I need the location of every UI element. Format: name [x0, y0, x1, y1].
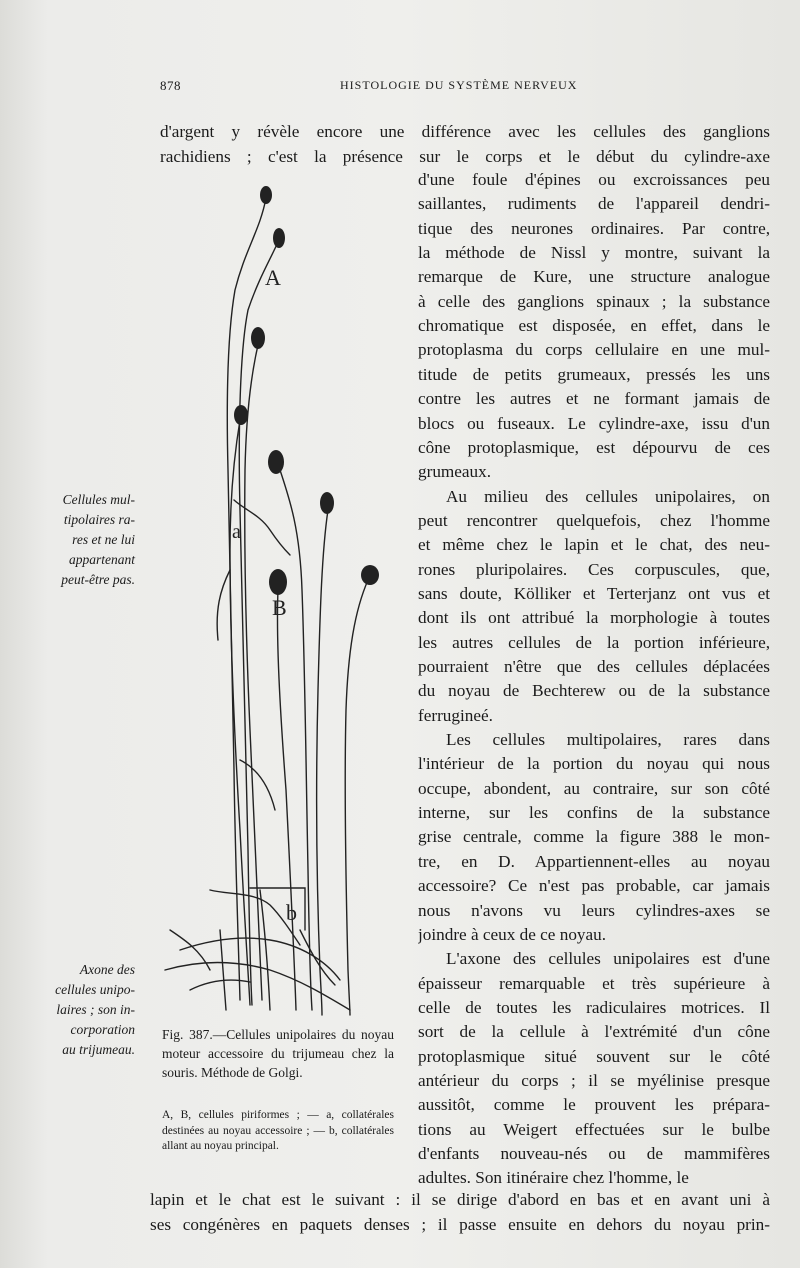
collateral-line [190, 980, 250, 990]
text-line: cône protoplasmique, est dépourvu de ces [418, 437, 770, 457]
text-line: d'argent y révèle encore une différence avec les cellules des ganglions [160, 122, 770, 141]
figure-caption: Fig. 387.—Cellules unipolaires du noyau moteur accessoire du trijumeau chez la souris. Méthode de Golgi. [162, 1027, 394, 1080]
text-line: celle de toutes les radiculaires motrices. Il [418, 997, 770, 1017]
text-line: protoplasmique situé souvent sur le côté [418, 1046, 770, 1066]
page-header [160, 78, 760, 98]
label-a: a [232, 521, 241, 543]
cell-body [251, 327, 265, 349]
text-line: occupe, abondent, au contraire, sur son côté [418, 778, 770, 798]
text-line: rones pluripolaires. Ces corpuscules, que, [418, 559, 770, 579]
text-line: du noyau de Bechterew ou de la substance [418, 681, 770, 701]
text-line: L'axone des cellules unipolaires est d'une [446, 949, 770, 969]
text-line: rachidiens ; c'est la présence sur le corps et le début du cylindre-axe [160, 146, 770, 166]
text-line: et même chez le lapin et le chat, des neu- [418, 535, 770, 555]
margin-note-axone [35, 960, 135, 1060]
text-line: dont ils ont attribué la morphologie à toutes [418, 608, 770, 628]
text-line: remarque de Kure, une structure analogue [418, 267, 770, 287]
collateral-line [234, 500, 290, 555]
text-line: aussitôt, comme le prouvent les prépara- [418, 1095, 770, 1115]
text-line: l'intérieur de la portion du noyau qui nous [418, 754, 770, 774]
text-line: d'une foule d'épines ou excroissances peu [418, 170, 770, 189]
text-line: lapin et le chat est le suivant : il se dirige d'abord en bas et en avant uni à [150, 1190, 770, 1209]
margin-note-line: res et ne lui [72, 532, 135, 547]
label-b: b [286, 900, 297, 925]
text-line: peut rencontrer quelquefois, chez l'homme [418, 510, 770, 530]
margin-note-line: au trijumeau. [62, 1042, 135, 1057]
margin-note-line: Cellules mul- [62, 492, 135, 507]
text-line: pourraient n'être que des cellules déplacées [418, 657, 770, 676]
text-line: contre les autres et ne formant jamais de [418, 389, 770, 409]
golgi-figure [150, 170, 400, 1020]
text-line: chromatique est disposée, en effet, dans le [418, 316, 770, 336]
running-title: HISTOLOGIE DU SYSTÈME NERVEUX [340, 78, 578, 92]
page-number: 878 [160, 78, 181, 93]
label-B: B [272, 595, 287, 620]
cell-body [260, 186, 272, 204]
text-line: Au milieu des cellules unipolaires, on [446, 486, 770, 506]
text-line: nous n'avons vu leurs cylindres-axes se [418, 900, 770, 920]
margin-note-line: peut-être pas. [61, 572, 135, 587]
axon-line [245, 345, 262, 1000]
axon-line [280, 470, 312, 1010]
label-A: A [265, 265, 281, 290]
margin-note-multipolar [35, 490, 135, 590]
collateral-line [217, 570, 230, 640]
cell-body [234, 405, 248, 425]
collateral-line [300, 930, 335, 985]
text-line: tre, en D. Appartiennent-elles au noyau [418, 851, 770, 871]
text-line: sans doute, Kölliker et Terterjanz ont vus et [418, 583, 770, 603]
text-line: les autres cellules de la portion inférieure, [418, 632, 770, 652]
text-line: ses congénères en paquets denses ; il passe ensuite en dehors du noyau prin- [150, 1214, 770, 1234]
axon-line [239, 242, 278, 1005]
text-line: grumeaux. [418, 462, 492, 482]
axon-line [317, 510, 328, 1015]
text-line: épaisseur remarquable et très supérieure à [418, 973, 770, 993]
text-line: accessoire? Ce n'est pas probable, car jamais [418, 876, 770, 896]
text-line: adultes. Son itinéraire chez l'homme, le [418, 1168, 689, 1188]
text-line: grise centrale, comme la figure 388 le mon- [418, 827, 770, 847]
text-line: titude de petits grumeaux, pressés les uns [418, 364, 770, 384]
text-line: joindre à ceux de ce noyau. [418, 924, 607, 944]
axon-line [345, 580, 368, 1015]
margin-note-line: cellules unipo- [55, 982, 135, 997]
text-line: ferrugineé. [418, 705, 493, 725]
text-line: Les cellules multipolaires, rares dans [446, 730, 770, 750]
text-line: interne, sur les confins de la substance [418, 803, 770, 823]
margin-note-line: corporation [70, 1022, 135, 1037]
text-line: saillantes, rudiments de l'appareil dendri- [418, 194, 770, 214]
axon-line [277, 590, 296, 1010]
margin-note-line: tipolaires ra- [63, 512, 135, 527]
text-line: antérieur du corps ; il se myélinise presque [418, 1070, 770, 1090]
cell-body [361, 565, 379, 585]
margin-note-line: appartenant [69, 552, 135, 567]
cell-body [320, 492, 334, 514]
margin-note-line: Axone des [79, 962, 135, 977]
cell-body [268, 450, 284, 474]
collateral-line [240, 760, 275, 810]
text-line: à celle des ganglions spinaux ; la substance [418, 291, 770, 311]
text-line: protoplasma du corps cellulaire en une mul- [418, 340, 770, 360]
text-line: blocs ou fuseaux. Le cylindre-axe, issu d'un [418, 413, 770, 433]
figure-legend: A, B, cellules piriformes ; — a, collatérales destinées au noyau accessoire ; — b, collatérales allant au noyau principal. [162, 1109, 394, 1152]
cell-body [269, 569, 287, 595]
cell-body [273, 228, 285, 248]
text-line: d'enfants nouveau-nés ou de mammifères [418, 1144, 770, 1163]
text-line: tions au Weigert effectuées sur le bulbe [418, 1119, 770, 1139]
margin-note-line: laires ; son in- [56, 1002, 135, 1017]
text-line: sort de la cellule à l'extrémité d'un cône [418, 1022, 770, 1042]
text-line: la méthode de Nissl y montre, suivant la [418, 243, 770, 263]
collateral-line [220, 930, 226, 1010]
text-line: tique des neurones ordinaires. Par contre, [418, 218, 770, 238]
